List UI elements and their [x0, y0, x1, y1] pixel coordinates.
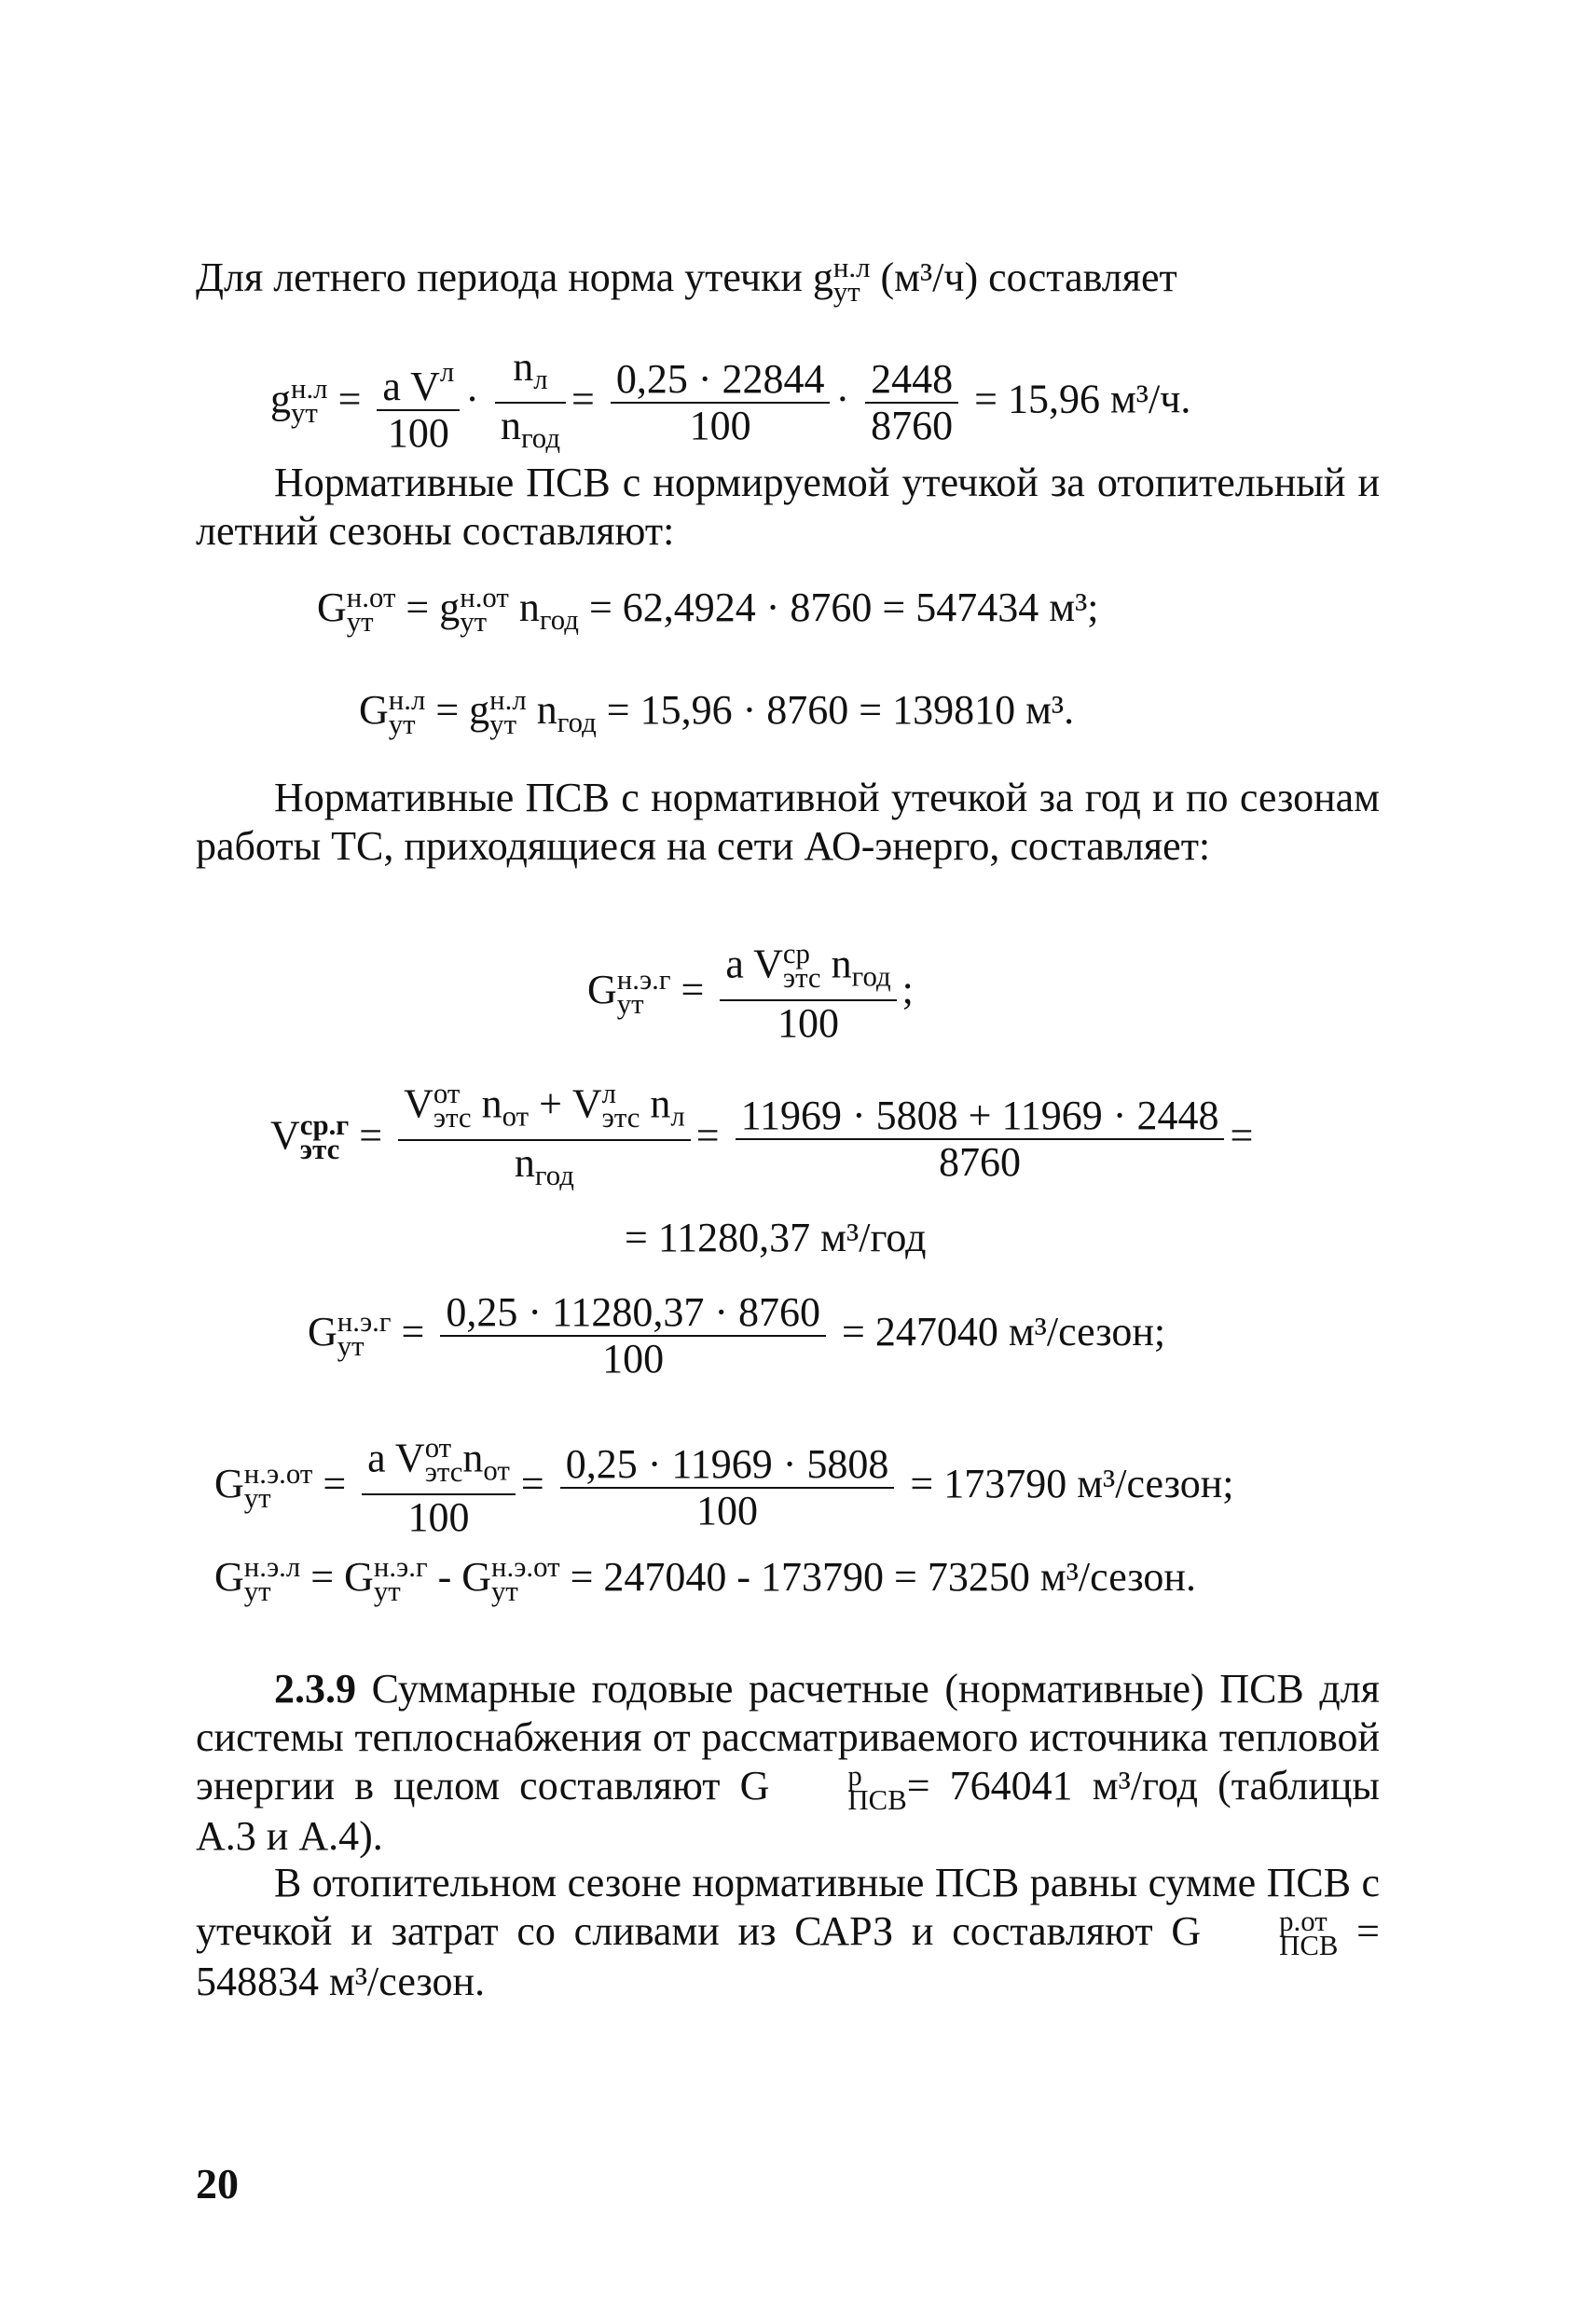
- fraction: $\frac{2448}{8760}$: [865, 357, 958, 448]
- fraction: $\frac{0,25 \cdot 22844}{100}$: [611, 357, 831, 448]
- fraction: $\frac{11969 \cdot 5808 + 11969 \cdot 2448}{8760}$: [736, 1093, 1225, 1185]
- formula-annual-leak-value: G н.э.г ут = $\frac{0,25 \cdot 11280,37 \cdot 8760}{100}$ = 247040 м³/сезон;: [308, 1289, 1166, 1382]
- page-number: 20: [196, 2160, 239, 2207]
- intro-unit: (м³/ч) составляет: [870, 254, 1177, 300]
- formula-average-volume: V ср.г этс = V от этс $n_{от} + V$ л этс $n_л$ $n_{год}$ = $\frac{11969 \cdot 5808 + 11969 \cdot 2448}{8760}$ =: [270, 1081, 1253, 1198]
- formula-heating-season: G н.от ут = g н.от ут $n_{год} = 62,4924 \cdot 8760 = 547434$ м³;: [317, 581, 1099, 638]
- fraction: $\frac{n_л}{n_{год}}$: [495, 345, 566, 461]
- paragraph-normative-psv: Нормативные ПСВ с нормируемой утечкой за отопительный и летний сезоны составляют:: [196, 460, 1380, 554]
- paragraph-section-2-3-9: 2.3.9 Суммарные годовые расчетные (нормативные) ПСВ для системы теплоснабжения от рассматриваемого источника тепловой энергии в целом составляют G р ПСВ = 764041 м³/год (таблицы А.3 и А.4).: [196, 1666, 1380, 1859]
- formula-average-volume-result: = 11280,37 м³/год: [625, 1215, 927, 1260]
- section-number: 2.3.9: [274, 1666, 356, 1712]
- fraction: a V от этс $n_{от}$ 100: [362, 1436, 516, 1540]
- paragraph-ao-energo: Нормативные ПСВ с нормативной утечкой за год и по сезонам работы ТС, приходящиеся на сети АО-энерго, составляет:: [196, 775, 1380, 869]
- formula-summer-season: G н.л ут = g н.л ут $n_{год} = 15,96 \cdot 8760 = 139810$ м³.: [359, 683, 1075, 740]
- fraction: $\frac{0,25 \cdot 11969 \cdot 5808}{100}$: [560, 1442, 895, 1533]
- formula-summer-leak: G н.э.л ут = G н.э.г ут - G н.э.от ут = 247040 - 173790 = 73250 м³/сезон.: [214, 1550, 1196, 1607]
- formula-heating-leak: G н.э.от ут = a V от этс $n_{от}$ 100 = $\frac{0,25 \cdot 11969 \cdot 5808}{100}$ = 173790 м³/сезон;: [214, 1432, 1234, 1540]
- formula-annual-leak: G н.э.г ут = a V ср этс $n_{год}$ 100 ;: [587, 938, 914, 1046]
- fraction: $\frac{0,25 \cdot 11280,37 \cdot 8760}{100}$: [440, 1290, 826, 1382]
- intro-symbol: g: [812, 254, 833, 300]
- fraction: V от этс $n_{от} + V$ л этс $n_л$ $n_{год}$: [398, 1081, 691, 1198]
- intro-line: [196, 251, 1389, 308]
- intro-lead: Для летнего периода норма утечки: [196, 254, 813, 300]
- intro-indices: н.л ут: [832, 251, 871, 308]
- fraction: $\frac{a V^л}{100}$: [377, 350, 460, 456]
- paragraph-heating-season-total: В отопительном сезоне нормативные ПСВ равны сумме ПСВ с утечкой и затрат со сливами из САРЗ и составляют G р.от ПСВ = 548834 м³/сезон.: [196, 1860, 1380, 2004]
- fraction: a V ср этс $n_{год}$ 100: [720, 942, 896, 1046]
- formula-summer-leak-rate: g н.л ут = $\frac{a V^л}{100}$ · $\frac{n_л}{n_{год}}$ = $\frac{0,25 \cdot 22844}{100}$ · $\frac{2448}{8760}$ = 15,96 м³/ч.: [270, 345, 1190, 461]
